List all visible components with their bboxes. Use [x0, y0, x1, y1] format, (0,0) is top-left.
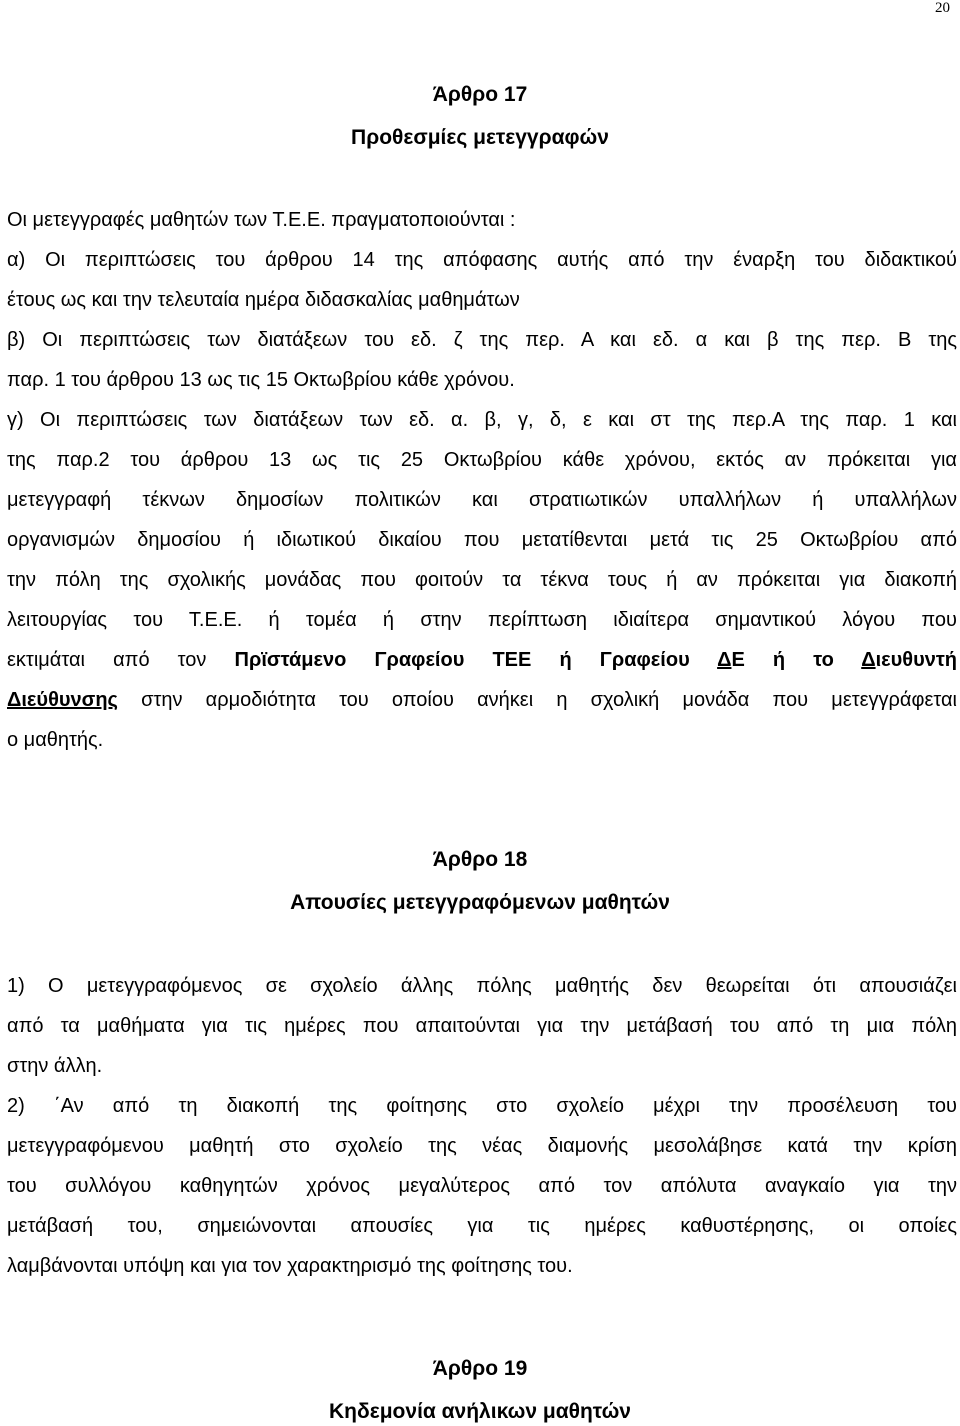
- article-19-title: Άρθρο 19: [432, 1357, 528, 1380]
- paragraph-line: μετεγγραφή τέκνων δημοσίων πολιτικών και στρατιωτικών υπαλλήλων ή υπαλλήλων: [7, 489, 957, 511]
- article-18-body: [7, 966, 957, 1286]
- paragraph-line: παρ. 1 του άρθρου 13 ως τις 15 Οκτωβρίου κάθε χρόνου.: [7, 369, 515, 391]
- article-18-subtitle: Απουσίες μετεγγραφόμενων μαθητών: [290, 891, 670, 914]
- paragraph-line: β) Οι περιπτώσεις των διατάξεων του εδ. ζ της περ. Α και εδ. α και β της περ. Β της: [7, 329, 957, 351]
- paragraph-line: 2) ΄Αν από τη διακοπή της φοίτησης στο σχολείο μέχρι την προσέλευση του: [7, 1095, 957, 1117]
- article-17-title: Άρθρο 17: [432, 83, 528, 106]
- paragraph-line: του συλλόγου καθηγητών χρόνος μεγαλύτερος από τον απόλυτα αναγκαίο για την: [7, 1175, 957, 1197]
- article-18-title: Άρθρο 18: [432, 848, 528, 871]
- paragraph-line: [7, 640, 957, 680]
- underlined-letter: Δ: [717, 649, 732, 671]
- page-number: 20: [935, 0, 950, 16]
- paragraph-line: από τα μαθήματα για τις ημέρες που απαιτούνται για την μετάβασή του από τη μια πόλη: [7, 1015, 957, 1037]
- paragraph-line: [7, 680, 957, 720]
- paragraph-line: μετεγγραφόμενου μαθητή στο σχολείο της νέας διαμονής μεσολάβησε κατά την κρίση: [7, 1135, 957, 1157]
- paragraph-line: οργανισμών δημοσίου ή ιδιωτικού δικαίου που μετατίθενται μετά τις 25 Οκτωβρίου από: [7, 529, 957, 551]
- paragraph-line: μετάβασή του, σημειώνονται απουσίες για τις ημέρες καθυστέρησης, οι οποίες: [7, 1215, 957, 1237]
- underlined-letter: Δ: [861, 649, 876, 671]
- paragraph-line: γ) Οι περιπτώσεις των διατάξεων των εδ. α. β, γ, δ, ε και στ της περ.Α της παρ. 1 και: [7, 409, 957, 431]
- paragraph-line: έτους ως και την τελευταία ημέρα διδασκαλίας μαθημάτων: [7, 289, 520, 311]
- article-17-subtitle: Προθεσμίες μετεγγραφών: [351, 126, 609, 149]
- paragraph-line: ο μαθητής.: [7, 729, 104, 751]
- paragraph-line: της παρ.2 του άρθρου 13 ως τις 25 Οκτωβρίου κάθε χρόνου, εκτός αν πρόκειται για: [7, 449, 957, 471]
- article-17-body: [7, 200, 957, 760]
- authority-text-2: Ε ή το: [731, 649, 862, 671]
- paragraph-line: την πόλη της σχολικής μονάδας που φοιτούν τα τέκνα τους ή αν πρόκειται για διακοπή: [7, 569, 957, 591]
- paragraph-line: στην άλλη.: [7, 1055, 103, 1077]
- directorate-bold-text: Διεύθυνσης: [7, 689, 118, 711]
- paragraph-line: λαμβάνονται υπόψη και για τον χαρακτηρισμό της φοίτησης του.: [7, 1255, 573, 1277]
- article-19-subtitle: Κηδεμονία ανήλικων μαθητών: [329, 1400, 631, 1423]
- authority-bold-text: [235, 649, 957, 671]
- line-text: στην αρμοδιότητα του οποίου ανήκει η σχολική μονάδα που μετεγγράφεται: [117, 689, 957, 711]
- paragraph-line: Οι μετεγγραφές μαθητών των Τ.Ε.Ε. πραγματοποιούνται :: [7, 209, 516, 231]
- paragraph-line: 1) Ο μετεγγραφόμενος σε σχολείο άλλης πόλης μαθητής δεν θεωρείται ότι απουσιάζει: [7, 975, 957, 997]
- line-text: εκτιμάται από τον: [7, 649, 235, 671]
- paragraph-line: λειτουργίας του Τ.Ε.Ε. ή τομέα ή στην περίπτωση ιδιαίτερα σημαντικού λόγου που: [7, 609, 957, 631]
- authority-text: Πρϊστάμενο Γραφείου ΤΕΕ ή Γραφείου: [234, 649, 718, 671]
- paragraph-line: α) Οι περιπτώσεις του άρθρου 14 της απόφασης αυτής από την έναρξη του διδακτικού: [7, 249, 957, 271]
- authority-text-3: ιευθυντή: [875, 649, 957, 671]
